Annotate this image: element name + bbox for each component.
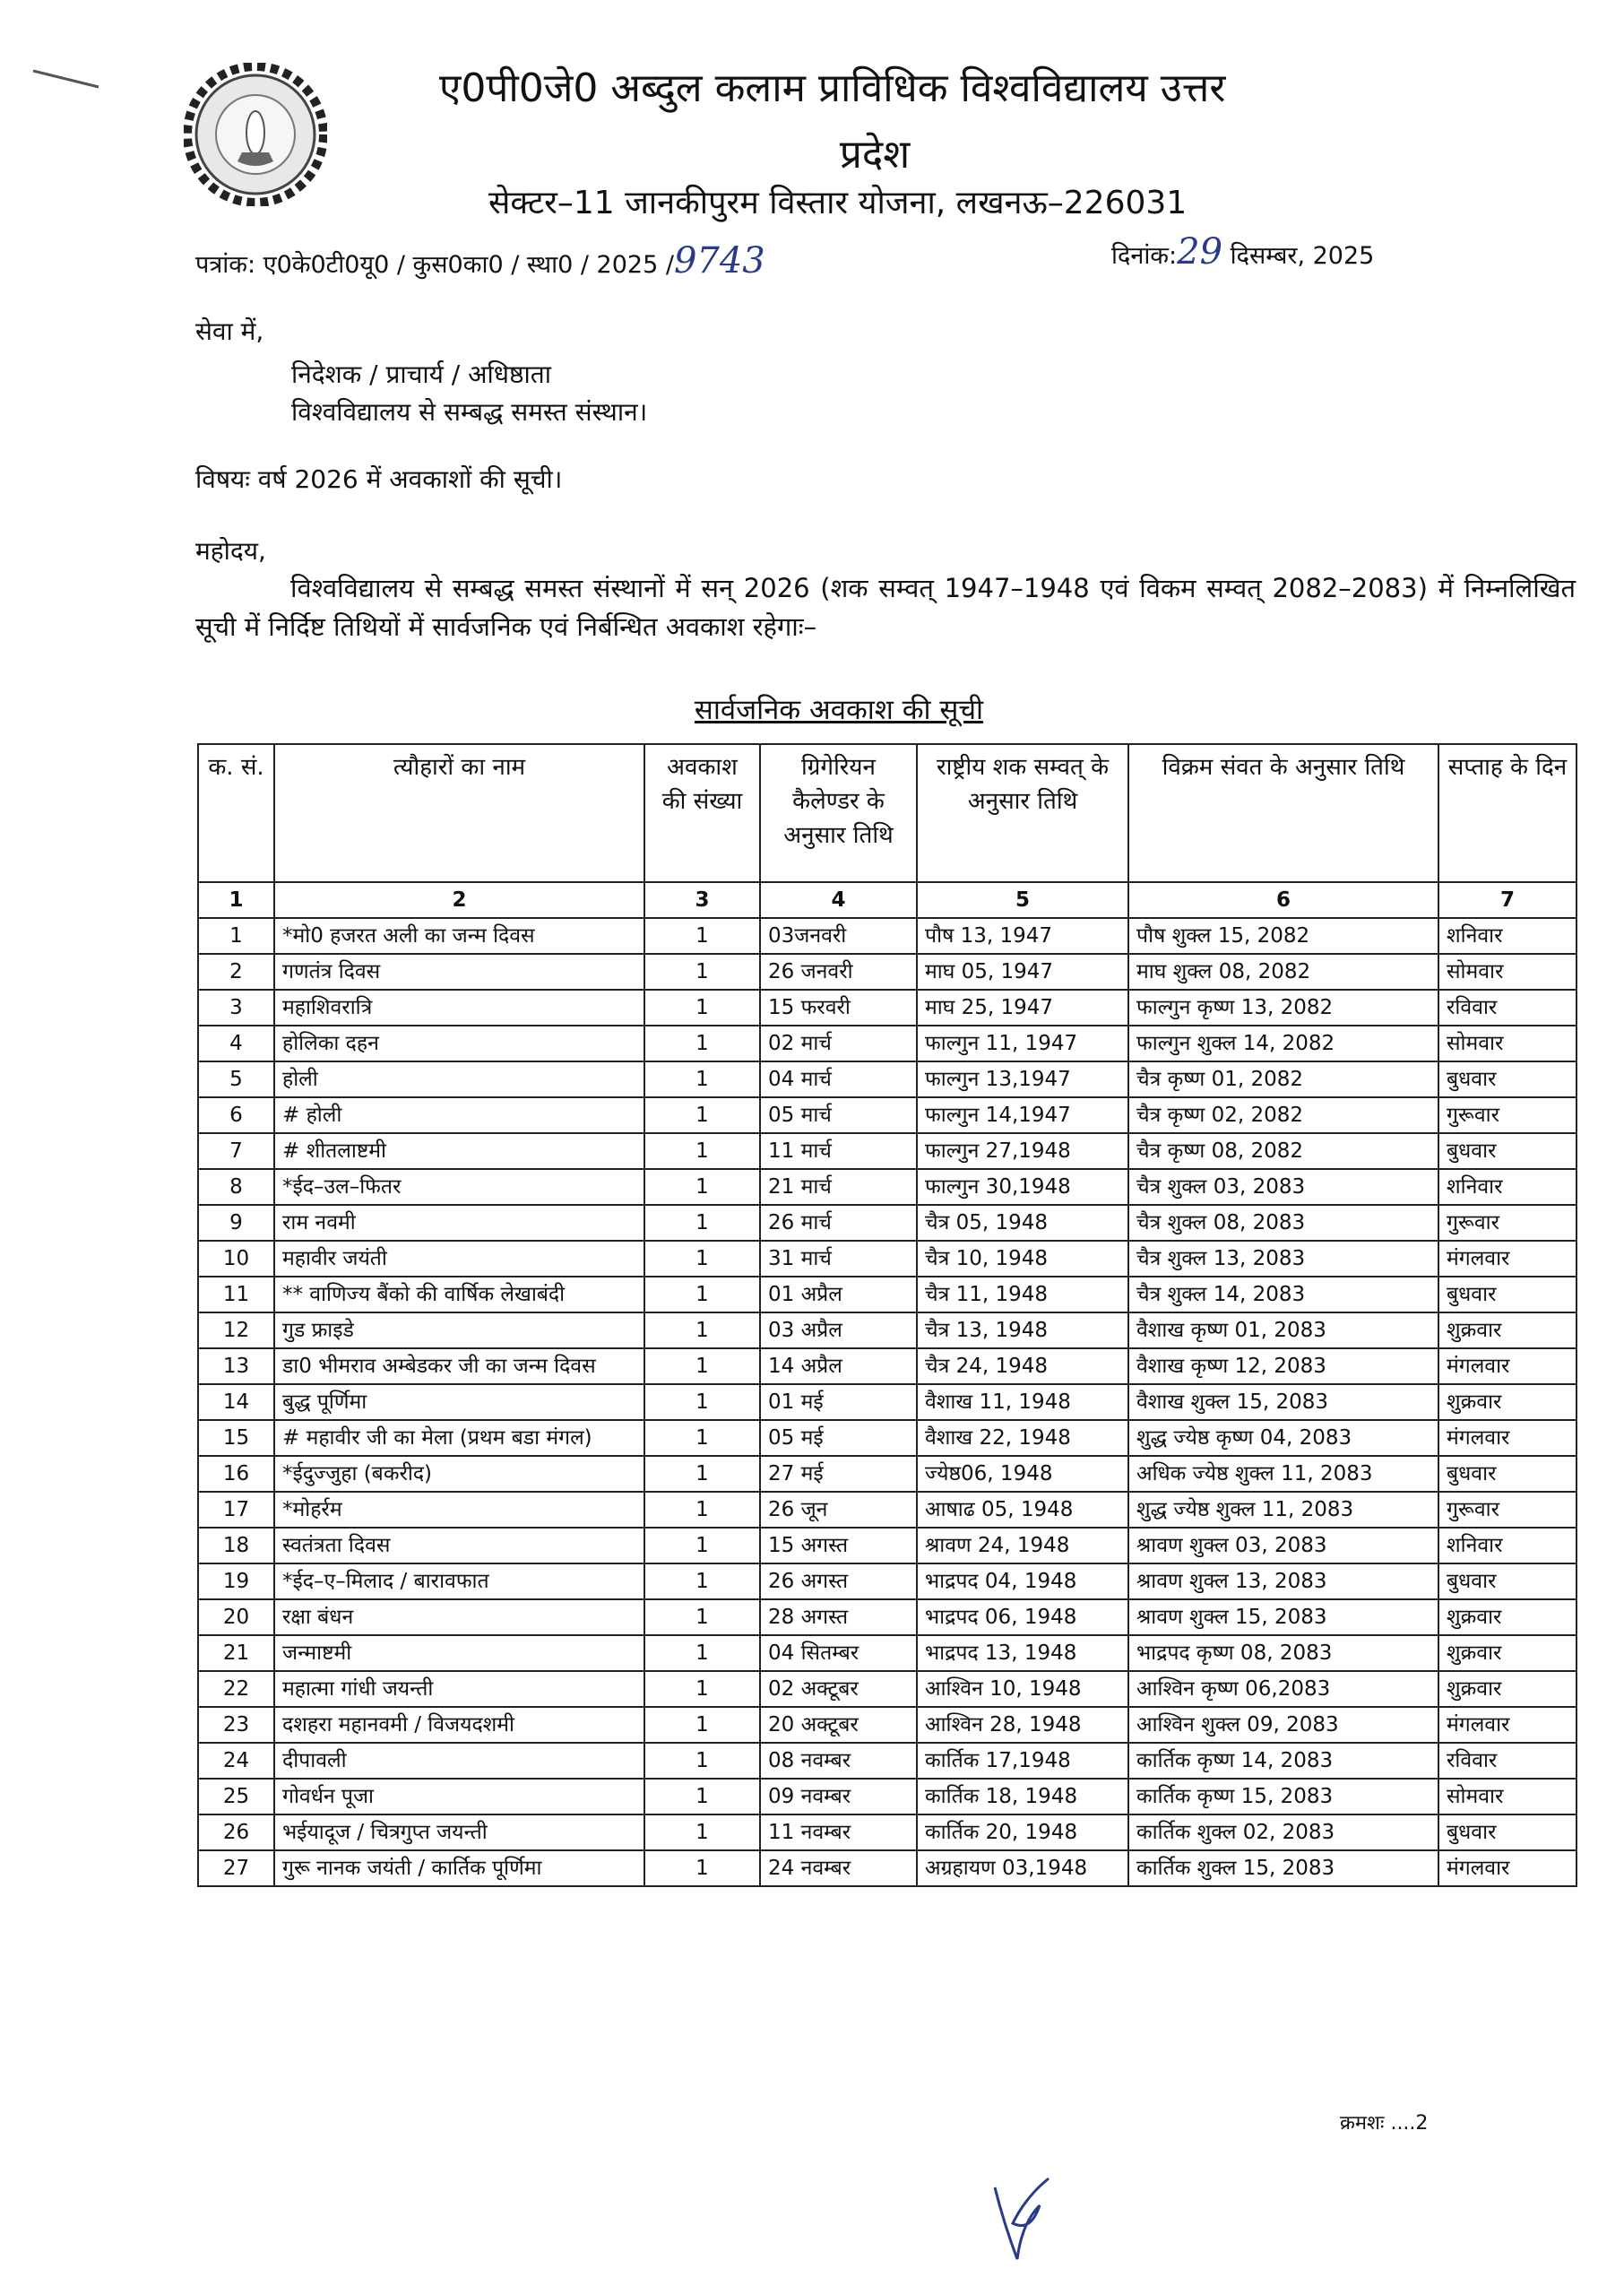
- serial-number: 27: [198, 1850, 274, 1886]
- vikram-date: वैशाख कृष्ण 01, 2083: [1128, 1312, 1438, 1348]
- addressee-line1: निदेशक / प्राचार्य / अधिष्ठाता: [291, 359, 551, 389]
- festival-name: # शीतलाष्टमी: [274, 1133, 644, 1169]
- weekday: बुधवार: [1438, 1061, 1576, 1097]
- date-rest: दिसम्बर, 2025: [1230, 242, 1375, 270]
- table-row: [198, 990, 1576, 1026]
- vikram-date: चैत्र शुक्ल 13, 2083: [1128, 1241, 1438, 1277]
- gregorian-date: 21 मार्च: [760, 1169, 917, 1205]
- vikram-date: चैत्र शुक्ल 08, 2083: [1128, 1205, 1438, 1241]
- column-number-row: [198, 882, 1576, 918]
- shaka-date: कार्तिक 17,1948: [917, 1743, 1128, 1779]
- table-row: [198, 1599, 1576, 1635]
- vikram-date: चैत्र कृष्ण 02, 2082: [1128, 1097, 1438, 1133]
- festival-name: स्वतंत्रता दिवस: [274, 1528, 644, 1563]
- festival-name: गणतंत्र दिवस: [274, 954, 644, 990]
- gregorian-date: 26 जनवरी: [760, 954, 917, 990]
- festival-name: होली: [274, 1061, 644, 1097]
- column-header: सप्ताह के दिन: [1438, 744, 1576, 882]
- table-header-row: [198, 744, 1576, 882]
- weekday: शुक्रवार: [1438, 1384, 1576, 1420]
- vikram-date: कार्तिक शुक्ल 02, 2083: [1128, 1814, 1438, 1850]
- weekday: सोमवार: [1438, 1779, 1576, 1814]
- vikram-date: श्रावण शुक्ल 03, 2083: [1128, 1528, 1438, 1563]
- gregorian-date: 26 जून: [760, 1492, 917, 1528]
- festival-name: *मो0 हजरत अली का जन्म दिवस: [274, 918, 644, 954]
- shaka-date: अग्रहायण 03,1948: [917, 1850, 1128, 1886]
- shaka-date: फाल्गुन 13,1947: [917, 1061, 1128, 1097]
- table-row: [198, 1563, 1576, 1599]
- letter-body: [195, 569, 1576, 646]
- serial-number: 14: [198, 1384, 274, 1420]
- table-row: [198, 1850, 1576, 1886]
- festival-name: जन्माष्टमी: [274, 1635, 644, 1671]
- weekday: मंगलवार: [1438, 1850, 1576, 1886]
- festival-name: डा0 भीमराव अम्बेडकर जी का जन्म दिवस: [274, 1348, 644, 1384]
- table-row: [198, 1743, 1576, 1779]
- vikram-date: माघ शुक्ल 08, 2082: [1128, 954, 1438, 990]
- gregorian-date: 02 अक्टूबर: [760, 1671, 917, 1707]
- holiday-count: 1: [644, 1492, 760, 1528]
- holiday-count: 1: [644, 1241, 760, 1277]
- university-address: सेक्टर–11 जानकीपुरम विस्तार योजना, लखनऊ–226031: [488, 185, 1188, 221]
- gregorian-date: 11 नवम्बर: [760, 1814, 917, 1850]
- holiday-count: 1: [644, 1707, 760, 1743]
- gregorian-date: 20 अक्टूबर: [760, 1707, 917, 1743]
- holiday-count: 1: [644, 1850, 760, 1886]
- weekday: बुधवार: [1438, 1563, 1576, 1599]
- weekday: सोमवार: [1438, 1026, 1576, 1061]
- shaka-date: चैत्र 10, 1948: [917, 1241, 1128, 1277]
- serial-number: 21: [198, 1635, 274, 1671]
- holiday-count: 1: [644, 918, 760, 954]
- weekday: गुरूवार: [1438, 1492, 1576, 1528]
- serial-number: 18: [198, 1528, 274, 1563]
- serial-number: 1: [198, 918, 274, 954]
- shaka-date: ज्येष्ठ06, 1948: [917, 1456, 1128, 1492]
- vikram-date: अधिक ज्येष्ठ शुक्ल 11, 2083: [1128, 1456, 1438, 1492]
- vikram-date: वैशाख शुक्ल 15, 2083: [1128, 1384, 1438, 1420]
- table-row: [198, 954, 1576, 990]
- reference-number: [195, 240, 765, 281]
- holiday-count: 1: [644, 1169, 760, 1205]
- holiday-count: 1: [644, 990, 760, 1026]
- vikram-date: फाल्गुन कृष्ण 13, 2082: [1128, 990, 1438, 1026]
- gregorian-date: 03 अप्रैल: [760, 1312, 917, 1348]
- column-number: 3: [644, 882, 760, 918]
- gregorian-date: 27 मई: [760, 1456, 917, 1492]
- table-row: [198, 1384, 1576, 1420]
- column-number: 4: [760, 882, 917, 918]
- weekday: शनिवार: [1438, 918, 1576, 954]
- vikram-date: शुद्ध ज्येष्ठ कृष्ण 04, 2083: [1128, 1420, 1438, 1456]
- holiday-count: 1: [644, 1097, 760, 1133]
- table-row: [198, 1528, 1576, 1563]
- holiday-count: 1: [644, 1528, 760, 1563]
- holiday-count: 1: [644, 1814, 760, 1850]
- table-row: [198, 1420, 1576, 1456]
- weekday: गुरूवार: [1438, 1097, 1576, 1133]
- serial-number: 2: [198, 954, 274, 990]
- weekday: गुरूवार: [1438, 1205, 1576, 1241]
- weekday: बुधवार: [1438, 1133, 1576, 1169]
- holiday-count: 1: [644, 1061, 760, 1097]
- vikram-date: आश्विन कृष्ण 06,2083: [1128, 1671, 1438, 1707]
- weekday: शुक्रवार: [1438, 1599, 1576, 1635]
- gregorian-date: 05 मार्च: [760, 1097, 917, 1133]
- shaka-date: फाल्गुन 14,1947: [917, 1097, 1128, 1133]
- vikram-date: चैत्र शुक्ल 14, 2083: [1128, 1277, 1438, 1312]
- festival-name: महात्मा गांधी जयन्ती: [274, 1671, 644, 1707]
- table-row: [198, 1241, 1576, 1277]
- weekday: बुधवार: [1438, 1814, 1576, 1850]
- holiday-count: 1: [644, 1384, 760, 1420]
- holiday-count: 1: [644, 1277, 760, 1312]
- date-label: दिनांक:: [1111, 242, 1178, 270]
- shaka-date: फाल्गुन 30,1948: [917, 1169, 1128, 1205]
- gregorian-date: 03जनवरी: [760, 918, 917, 954]
- shaka-date: पौष 13, 1947: [917, 918, 1128, 954]
- vikram-date: आश्विन शुक्ल 09, 2083: [1128, 1707, 1438, 1743]
- serial-number: 3: [198, 990, 274, 1026]
- shaka-date: आश्विन 10, 1948: [917, 1671, 1128, 1707]
- weekday: बुधवार: [1438, 1277, 1576, 1312]
- stray-pen-mark: [31, 67, 103, 94]
- festival-name: ** वाणिज्य बैंको की वार्षिक लेखाबंदी: [274, 1277, 644, 1312]
- serial-number: 11: [198, 1277, 274, 1312]
- gregorian-date: 15 अगस्त: [760, 1528, 917, 1563]
- university-name: ए0पी0जे0 अब्दुल कलाम प्राविधिक विश्वविद्यालय उत्तर: [439, 65, 1226, 111]
- festival-name: *ईद–ए–मिलाद / बारावफात: [274, 1563, 644, 1599]
- holiday-count: 1: [644, 1420, 760, 1456]
- serial-number: 19: [198, 1563, 274, 1599]
- table-row: [198, 1348, 1576, 1384]
- festival-name: # महावीर जी का मेला (प्रथम बडा मंगल): [274, 1420, 644, 1456]
- handwritten-date-day: 29: [1177, 231, 1223, 273]
- shaka-date: चैत्र 13, 1948: [917, 1312, 1128, 1348]
- letter-body-text: विश्वविद्यालय से सम्बद्ध समस्त संस्थानों में सन् 2026 (शक सम्वत् 1947–1948 एवं विकम सम्वत् 2082–2083) में निम्नलिखित सूची में निर्दिष्ट तिथियों में सार्वजनिक एवं निर्बन्धित अवकाश रहेगाः–: [195, 573, 1576, 642]
- subject-line: विषयः वर्ष 2026 में अवकाशों की सूची।: [195, 464, 563, 494]
- column-number: 1: [198, 882, 274, 918]
- serial-number: 7: [198, 1133, 274, 1169]
- weekday: शुक्रवार: [1438, 1635, 1576, 1671]
- vikram-date: वैशाख कृष्ण 12, 2083: [1128, 1348, 1438, 1384]
- shaka-date: कार्तिक 20, 1948: [917, 1814, 1128, 1850]
- table-row: [198, 1492, 1576, 1528]
- shaka-date: चैत्र 24, 1948: [917, 1348, 1128, 1384]
- festival-name: दीपावली: [274, 1743, 644, 1779]
- serial-number: 8: [198, 1169, 274, 1205]
- serial-number: 17: [198, 1492, 274, 1528]
- shaka-date: आश्विन 28, 1948: [917, 1707, 1128, 1743]
- holiday-count: 1: [644, 954, 760, 990]
- table-row: [198, 1779, 1576, 1814]
- gregorian-date: 04 मार्च: [760, 1061, 917, 1097]
- shaka-date: आषाढ 05, 1948: [917, 1492, 1128, 1528]
- shaka-date: चैत्र 05, 1948: [917, 1205, 1128, 1241]
- holiday-count: 1: [644, 1779, 760, 1814]
- column-header: त्यौहारों का नाम: [274, 744, 644, 882]
- weekday: रविवार: [1438, 990, 1576, 1026]
- shaka-date: फाल्गुन 27,1948: [917, 1133, 1128, 1169]
- table-row: [198, 1456, 1576, 1492]
- column-header: ग्रिगेरियन कैलेण्डर के अनुसार तिथि: [760, 744, 917, 882]
- serial-number: 13: [198, 1348, 274, 1384]
- addressee-line2: विश्वविद्यालय से सम्बद्ध समस्त संस्थान।: [291, 397, 648, 427]
- shaka-date: माघ 05, 1947: [917, 954, 1128, 990]
- serial-number: 22: [198, 1671, 274, 1707]
- festival-name: # होली: [274, 1097, 644, 1133]
- weekday: रविवार: [1438, 1743, 1576, 1779]
- festival-name: होलिका दहन: [274, 1026, 644, 1061]
- vikram-date: श्रावण शुक्ल 13, 2083: [1128, 1563, 1438, 1599]
- gregorian-date: 26 अगस्त: [760, 1563, 917, 1599]
- weekday: मंगलवार: [1438, 1348, 1576, 1384]
- column-number: 2: [274, 882, 644, 918]
- table-row: [198, 1133, 1576, 1169]
- holiday-count: 1: [644, 1133, 760, 1169]
- column-header: राष्ट्रीय शक सम्वत् के अनुसार तिथि: [917, 744, 1128, 882]
- table-row: [198, 1671, 1576, 1707]
- shaka-date: वैशाख 22, 1948: [917, 1420, 1128, 1456]
- weekday: मंगलवार: [1438, 1707, 1576, 1743]
- vikram-date: भाद्रपद कृष्ण 08, 2083: [1128, 1635, 1438, 1671]
- gregorian-date: 09 नवम्बर: [760, 1779, 917, 1814]
- gregorian-date: 26 मार्च: [760, 1205, 917, 1241]
- gregorian-date: 15 फरवरी: [760, 990, 917, 1026]
- holiday-count: 1: [644, 1563, 760, 1599]
- shaka-date: श्रावण 24, 1948: [917, 1528, 1128, 1563]
- festival-name: *ईदुज्जुहा (बकरीद): [274, 1456, 644, 1492]
- gregorian-date: 31 मार्च: [760, 1241, 917, 1277]
- gregorian-date: 24 नवम्बर: [760, 1850, 917, 1886]
- table-row: [198, 1169, 1576, 1205]
- holiday-count: 1: [644, 1026, 760, 1061]
- reference-label: पत्रांक: ए0के0टी0यू0 / कुस0का0 / स्था0 / 2025 /: [195, 251, 674, 279]
- shaka-date: फाल्गुन 11, 1947: [917, 1026, 1128, 1061]
- table-row: [198, 1205, 1576, 1241]
- column-header: अवकाश की संख्या: [644, 744, 760, 882]
- festival-name: राम नवमी: [274, 1205, 644, 1241]
- gregorian-date: 14 अप्रैल: [760, 1348, 917, 1384]
- vikram-date: चैत्र कृष्ण 01, 2082: [1128, 1061, 1438, 1097]
- weekday: मंगलवार: [1438, 1241, 1576, 1277]
- salutation-to: सेवा में,: [195, 316, 264, 346]
- gregorian-date: 01 अप्रैल: [760, 1277, 917, 1312]
- serial-number: 23: [198, 1707, 274, 1743]
- shaka-date: भाद्रपद 06, 1948: [917, 1599, 1128, 1635]
- holiday-count: 1: [644, 1312, 760, 1348]
- weekday: शुक्रवार: [1438, 1671, 1576, 1707]
- serial-number: 4: [198, 1026, 274, 1061]
- serial-number: 25: [198, 1779, 274, 1814]
- holiday-table: [197, 743, 1577, 1887]
- weekday: शुक्रवार: [1438, 1312, 1576, 1348]
- festival-name: गोवर्धन पूजा: [274, 1779, 644, 1814]
- serial-number: 6: [198, 1097, 274, 1133]
- vikram-date: कार्तिक कृष्ण 14, 2083: [1128, 1743, 1438, 1779]
- table-row: [198, 1814, 1576, 1850]
- serial-number: 16: [198, 1456, 274, 1492]
- serial-number: 15: [198, 1420, 274, 1456]
- serial-number: 9: [198, 1205, 274, 1241]
- weekday: सोमवार: [1438, 954, 1576, 990]
- table-row: [198, 918, 1576, 954]
- serial-number: 5: [198, 1061, 274, 1097]
- shaka-date: माघ 25, 1947: [917, 990, 1128, 1026]
- vikram-date: श्रावण शुक्ल 15, 2083: [1128, 1599, 1438, 1635]
- shaka-date: कार्तिक 18, 1948: [917, 1779, 1128, 1814]
- weekday: बुधवार: [1438, 1456, 1576, 1492]
- festival-name: भईयादूज / चित्रगुप्त जयन्ती: [274, 1814, 644, 1850]
- holiday-count: 1: [644, 1671, 760, 1707]
- gregorian-date: 04 सितम्बर: [760, 1635, 917, 1671]
- shaka-date: चैत्र 11, 1948: [917, 1277, 1128, 1312]
- table-row: [198, 1635, 1576, 1671]
- holiday-count: 1: [644, 1456, 760, 1492]
- weekday: शनिवार: [1438, 1528, 1576, 1563]
- holiday-count: 1: [644, 1599, 760, 1635]
- vikram-date: चैत्र शुक्ल 03, 2083: [1128, 1169, 1438, 1205]
- gregorian-date: 11 मार्च: [760, 1133, 917, 1169]
- holiday-count: 1: [644, 1348, 760, 1384]
- signature: [977, 2169, 1058, 2268]
- shaka-date: वैशाख 11, 1948: [917, 1384, 1128, 1420]
- serial-number: 20: [198, 1599, 274, 1635]
- column-header: क. सं.: [198, 744, 274, 882]
- festival-name: रक्षा बंधन: [274, 1599, 644, 1635]
- festival-name: दशहरा महानवमी / विजयदशमी: [274, 1707, 644, 1743]
- letter-date: [1111, 231, 1374, 273]
- continued-note: क्रमशः ....2: [1340, 2112, 1429, 2135]
- table-row: [198, 1061, 1576, 1097]
- serial-number: 26: [198, 1814, 274, 1850]
- vikram-date: पौष शुक्ल 15, 2082: [1128, 918, 1438, 954]
- festival-name: महाशिवरात्रि: [274, 990, 644, 1026]
- table-row: [198, 1312, 1576, 1348]
- vikram-date: कार्तिक शुक्ल 15, 2083: [1128, 1850, 1438, 1886]
- column-number: 5: [917, 882, 1128, 918]
- handwritten-ref-number: 9743: [673, 240, 765, 281]
- vikram-date: फाल्गुन शुक्ल 14, 2082: [1128, 1026, 1438, 1061]
- vikram-date: कार्तिक कृष्ण 15, 2083: [1128, 1779, 1438, 1814]
- university-name-line2: प्रदेश: [839, 132, 911, 178]
- festival-name: गुरू नानक जयंती / कार्तिक पूर्णिमा: [274, 1850, 644, 1886]
- festival-name: गुड फ्राइडे: [274, 1312, 644, 1348]
- gregorian-date: 05 मई: [760, 1420, 917, 1456]
- festival-name: बुद्ध पूर्णिमा: [274, 1384, 644, 1420]
- serial-number: 12: [198, 1312, 274, 1348]
- festival-name: महावीर जयंती: [274, 1241, 644, 1277]
- table-row: [198, 1026, 1576, 1061]
- vikram-date: शुद्ध ज्येष्ठ शुक्ल 11, 2083: [1128, 1492, 1438, 1528]
- holiday-count: 1: [644, 1205, 760, 1241]
- shaka-date: भाद्रपद 04, 1948: [917, 1563, 1128, 1599]
- holiday-count: 1: [644, 1743, 760, 1779]
- serial-number: 10: [198, 1241, 274, 1277]
- table-row: [198, 1097, 1576, 1133]
- gregorian-date: 08 नवम्बर: [760, 1743, 917, 1779]
- column-header: विक्रम संवत के अनुसार तिथि: [1128, 744, 1438, 882]
- gregorian-date: 01 मई: [760, 1384, 917, 1420]
- gregorian-date: 28 अगस्त: [760, 1599, 917, 1635]
- table-row: [198, 1707, 1576, 1743]
- gregorian-date: 02 मार्च: [760, 1026, 917, 1061]
- holiday-count: 1: [644, 1635, 760, 1671]
- festival-name: *मोहर्रम: [274, 1492, 644, 1528]
- table-row: [198, 1277, 1576, 1312]
- weekday: शनिवार: [1438, 1169, 1576, 1205]
- column-number: 7: [1438, 882, 1576, 918]
- shaka-date: भाद्रपद 13, 1948: [917, 1635, 1128, 1671]
- table-caption: सार्वजनिक अवकाश की सूची: [694, 694, 984, 726]
- serial-number: 24: [198, 1743, 274, 1779]
- festival-name: *ईद–उल–फितर: [274, 1169, 644, 1205]
- column-number: 6: [1128, 882, 1438, 918]
- salutation: महोदय,: [195, 536, 266, 566]
- vikram-date: चैत्र कृष्ण 08, 2082: [1128, 1133, 1438, 1169]
- weekday: मंगलवार: [1438, 1420, 1576, 1456]
